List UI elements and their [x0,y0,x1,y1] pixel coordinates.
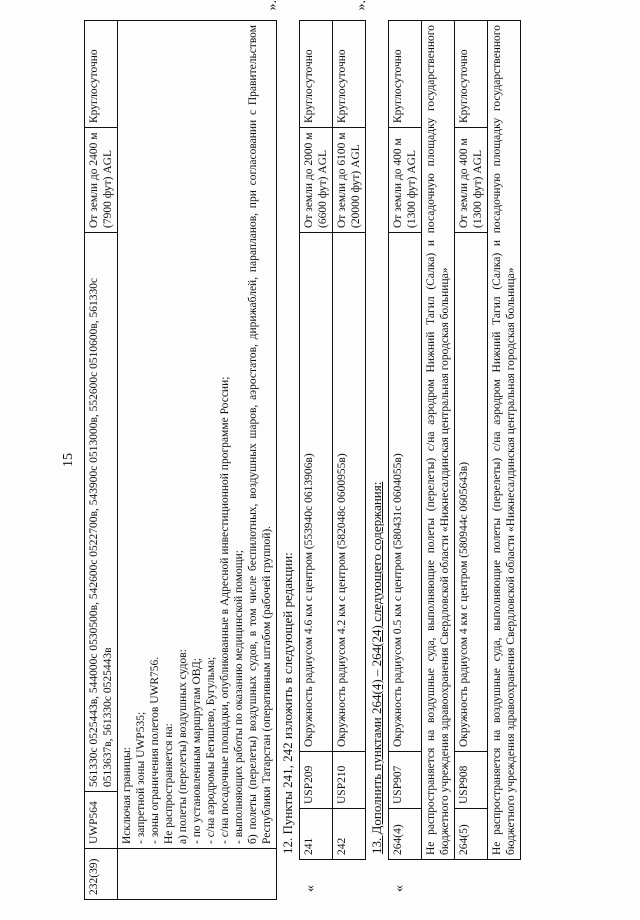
note-line: Не распространяется на: [163,723,176,844]
cell-note: Не распространяется на воздушные суда, выполняющие полеты (перелеты) с/на аэродром Нижний Тагил (Салка) и посадочную площадку государственного бюджетного учреждения здравоохранения Свердловской области «Нижнесалдинская центральная городская больница» [488,21,521,860]
page-number: 15 [61,453,76,467]
cell-code: USP210 [333,752,366,809]
table-item-12 [299,20,366,860]
cell-time: Круглосуточно [333,21,366,128]
block-item-12 [299,0,370,900]
note-line: б) полеты (перелеты) воздушных судов, в том числе беспилотных, воздушных шаров, аэростатов, дирижаблей, парапланов, при согласовании с Правительством Республики Татарстан (оперативным штабом (рабочей группой). [247,25,274,844]
table-row [422,21,455,860]
cell-desc: Окружность радиусом 0.5 км с центром (580431с 0604055в) [389,233,422,752]
note-line: - зоны ограничения полетов UWR756. [149,656,162,844]
block-row-232 [84,0,281,900]
cell-code: USP908 [455,752,488,809]
cell-note: Не распространяется на воздушные суда, выполняющие полеты (перелеты) с/на аэродром Нижний Тагил (Салка) и посадочную площадку государственного бюджетного учреждения здравоохранения Свердловской области «Нижнесалдинская центральная городская больница» [422,21,455,860]
closing-quote: ». [354,0,370,11]
cell-altitude: От земли до 400 м (1300 фут) AGL [389,128,422,233]
cell-coords: 561330с 0525443в, 544000с 0530500в, 542600с 0522700в, 543900с 0513000в, 552600с 0510600в, 561330с 0513637в, 561330с 0525443в [85,233,118,792]
note-line: - с/на посадочные площадки, опубликованные в Адресной инвестиционной программе России; [219,376,232,844]
table-row-232 [84,20,277,900]
cell-time: Круглосуточно [300,21,333,128]
section-heading-12: 12. Пункты 241, 242 изложить в следующей редакции: [280,552,296,854]
cell-num: 264(5) [455,809,488,860]
cell-time: Круглосуточно [85,21,118,128]
rotated-content [60,0,580,900]
table-row [118,21,277,900]
note-line: а) полеты (перелеты) воздушных судов: [177,649,190,844]
note-line: - с/на аэродромы Бегишево, Бугульма; [205,656,218,844]
cell-time: Круглосуточно [455,21,488,128]
note-line: - по установленным маршрутам ОВД; [191,657,204,844]
cell-num: 264(4) [389,809,422,860]
table-row [488,21,521,860]
table-row [455,21,488,860]
cell-altitude: От земли до 6100 м (20000 фут) AGL [333,128,366,233]
table-item-13 [388,20,521,860]
note-line: Исключая границы: [121,747,134,844]
cell-num: 242 [333,809,366,860]
cell-notes [118,21,277,849]
table-row [389,21,422,860]
cell-altitude: От земли до 400 м (1300 фут) AGL [455,128,488,233]
cell-time: Круглосуточно [389,21,422,128]
section-heading-13: 13. Дополнить пунктами 264(4) – 264(24) следующего содержания: [369,481,385,854]
block-item-13 [388,20,521,900]
cell-empty [118,849,277,900]
cell-desc: Окружность радиусом 4.2 км с центром (582048с 0600955в) [333,233,366,752]
cell-desc: Окружность радиусом 4.6 км с центром (553940с 0613906в) [300,233,333,752]
note-line: - выполняющих работы по оказанию медицинской помощи; [233,550,246,844]
cell-altitude: От земли до 2400 м (7900 фут) AGL [85,128,118,233]
cell-code: UWP564 [85,792,118,849]
cell-code: USP907 [389,752,422,809]
table-row [85,21,118,900]
cell-num: 232(39) [85,849,118,900]
closing-quote: ». [265,0,281,11]
opening-quote: « [303,885,319,892]
cell-altitude: От земли до 2000 м (6600 фут) AGL [300,128,333,233]
table-row [333,21,366,860]
note-line: - запретной зоны UWP535; [135,711,148,844]
cell-code: USP209 [300,752,333,809]
opening-quote: « [392,885,408,892]
table-row [300,21,333,860]
cell-num: 241 [300,809,333,860]
cell-desc: Окружность радиусом 4 км с центром (580944с 0605643в) [455,233,488,752]
